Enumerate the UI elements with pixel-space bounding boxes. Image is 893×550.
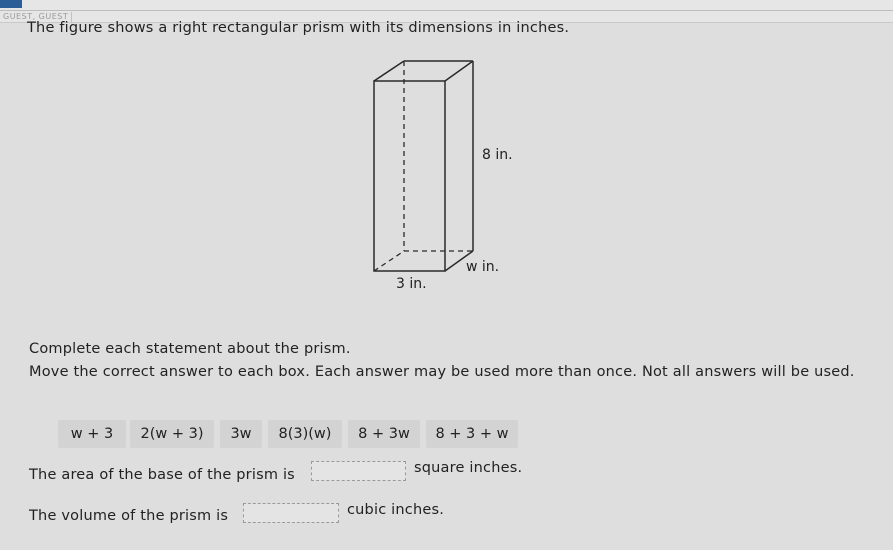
prism-top-left-edge — [374, 61, 404, 81]
prism-hidden-depth-edge — [374, 251, 404, 271]
answer-tile[interactable]: 8(3)(w) — [268, 420, 342, 448]
answer-tile[interactable]: 3w — [220, 420, 262, 448]
statement-base-area: The area of the base of the prism is — [29, 467, 295, 483]
answer-tile[interactable]: 8 + 3w — [348, 420, 420, 448]
width-label: 3 in. — [396, 276, 427, 292]
corner-accent — [0, 0, 22, 8]
statement-volume-unit: cubic inches. — [347, 502, 445, 518]
question-prompt: Complete each statement about the prism. — [29, 341, 351, 357]
statement-base-area-unit: square inches. — [414, 460, 523, 476]
drop-box-base-area[interactable] — [311, 461, 406, 481]
user-label: GUEST, GUEST — [0, 12, 72, 22]
answer-tile[interactable]: w + 3 — [58, 420, 126, 448]
prism-top-right-edge — [445, 61, 473, 81]
answer-tile[interactable]: 2(w + 3) — [130, 420, 214, 448]
prism-front-face — [374, 81, 445, 271]
statement-volume: The volume of the prism is — [29, 508, 229, 524]
question-intro: The figure shows a right rectangular prism with its dimensions in inches. — [27, 20, 570, 36]
question-instruction: Move the correct answer to each box. Each answer may be used more than once. Not all answers will be used. — [29, 364, 855, 380]
prism-figure — [360, 55, 530, 295]
top-bar-divider — [0, 10, 893, 11]
answer-tile[interactable]: 8 + 3 + w — [426, 420, 518, 448]
prism-diagram — [360, 55, 530, 295]
height-label: 8 in. — [482, 147, 513, 163]
drop-box-volume[interactable] — [243, 503, 339, 523]
depth-label: w in. — [466, 259, 500, 275]
